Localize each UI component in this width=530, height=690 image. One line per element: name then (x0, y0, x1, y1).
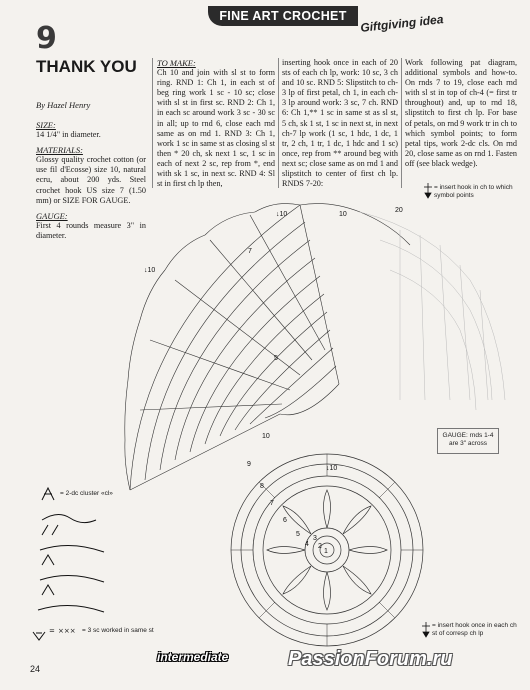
to-make-label: TO MAKE: (157, 58, 196, 68)
instructions-text-2: inserting hook once in each of 20 sts of each ch lp, work: 10 sc, 3 ch and 10 sc. RND 5: Slipstitch to ch-3 lp of first petal, ch 1, in each ch-3 lp around work: 3 sc, 7 ch. RND 6: Ch 1,** 1 sc in same st as sl st, 5 ch, sk 1 st, 1 sc in next st, in next ch-7 lp work (1 sc, 1 hdc, 1 dc, 1 tr, 2 ch, 1 tr, 1 dc, 1 hdc and 1 sc) once, rep from ** around beg with next sc; close same as on rnd 1 and slipstitch to center of first ch lp. RNDS 7-20: (282, 58, 398, 189)
instructions-text-1: Ch 10 and join with sl st to form ring. RND 1: Ch 1, in each st of beg ring work 1 sc - 10 sc; close with sl st in first sc. RND 2: Ch 1, in each sc around work 3 sc - 30 sc in all; up to rnd 6, close each rnd same as on rnd 1. RND 3: Ch 1, work 1 sc in same st as closing sl st then * 20 ch, sk next 1 sc, 1 sc in each of next 2 sc, rep from *, end with sk 1 sc, in next sc. RND 4: Sl st in first ch lp then, (157, 68, 275, 189)
round-label: 5 (274, 355, 278, 362)
page-number: 24 (30, 664, 41, 674)
round-label: 20 (395, 207, 403, 214)
round-label: ↓10 (276, 211, 288, 218)
materials-text: Glossy quality crochet cotton (or use fil d'Ecosse) size 10, natural ecru, about 200 yds. Steel crochet hook US size 7 (1.50 mm) or SIZE FOR GAUGE. (36, 155, 146, 205)
round-label: 8 (260, 483, 264, 490)
gauge-box: GAUGE: rnds 1-4 are 3" across (437, 428, 499, 454)
hook-note-top: = insert hook in ch to which symbol points (434, 184, 513, 199)
watermark: PassionForum.ru (288, 648, 453, 670)
byline: By Hazel Henry (36, 100, 91, 110)
svg-text:×××: ××× (58, 627, 76, 635)
gauge-text: First 4 rounds measure 3" in diameter. (36, 220, 146, 240)
round-label: 1 (324, 548, 328, 555)
round-label: 9 (247, 461, 251, 468)
pattern-title: THANK YOU (36, 57, 137, 76)
instructions-text-3: Work following pat diagram, additional symbols and how-to. On rnds 7 to 19, close each rnd with sl st in top of ch-4 (= first tr throughout) and, up to rnd 18, slipstitch to first ch lp. For base of petals, on rnd 9 work tr in ch to which symbol points; to form petal tips, work 2-dc cls. On rnd 20, close same as on rnd 1. Fasten off (see black wedge). (405, 58, 517, 168)
round-label: ↓10 (326, 465, 338, 472)
size-text: 14 1/4" in diameter. (36, 130, 101, 140)
round-label: ↓10 (144, 267, 156, 274)
category-label: Giftgiving idea (359, 12, 445, 35)
pattern-number: 9 (36, 21, 57, 56)
round-label: 7 (270, 500, 274, 507)
round-label: 10 (262, 433, 270, 440)
three-sc-legend: = 3 sc worked in same st (82, 627, 154, 634)
hook-note-bottom: = insert hook once in each ch st of corresp ch lp (432, 622, 517, 637)
round-label: 10 (339, 211, 347, 218)
cluster-legend: = 2-dc cluster «cl» (60, 490, 113, 497)
round-label: 3 (313, 535, 317, 542)
round-label: 5 (296, 531, 300, 538)
round-label: 6 (283, 517, 287, 524)
series-title: FINE ART CROCHET (219, 9, 347, 23)
round-label: 4 (305, 541, 309, 548)
skill-level: intermediate (157, 650, 229, 664)
svg-text:=: = (49, 627, 55, 635)
gauge-label: GAUGE: (36, 210, 68, 221)
round-label: 2 (318, 543, 322, 550)
materials-label: MATERIALS: (36, 145, 83, 156)
round-label: 7 (248, 248, 252, 255)
size-label: SIZE: (36, 120, 56, 130)
